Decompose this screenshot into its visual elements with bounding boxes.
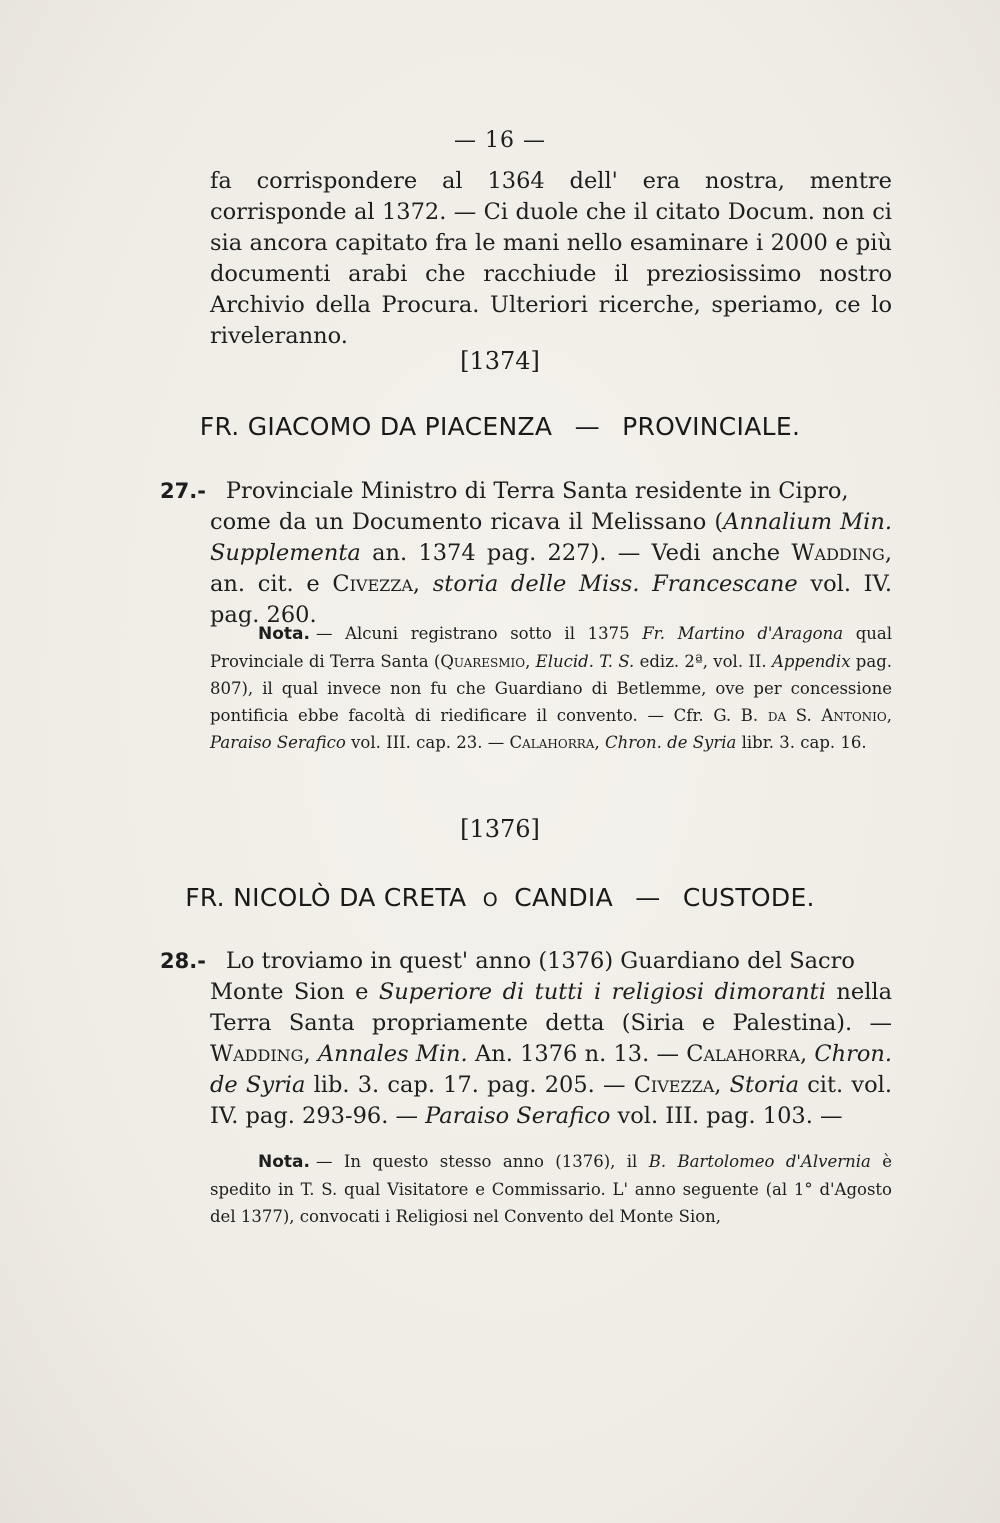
text-run: qual Provinciale di Terra Santa ( [210,624,892,671]
text-run: vol. III. cap. 23. — [345,733,510,752]
nota-label: Nota. [258,1152,310,1172]
text-run: , an. cit. e [210,540,892,597]
text-run: , [799,1041,815,1067]
text-run: Monte Sion e [210,979,379,1005]
footnote-27 [210,620,892,756]
author-name: Quaresmio [440,652,526,671]
paragraph-28 [160,946,892,1132]
year-heading-1376: [1376] [460,815,540,843]
text-run: , [886,706,892,725]
italic-citation: Fr. Martino d'Aragona [642,624,844,643]
text-run: — In questo stesso anno (1376), il [315,1152,649,1171]
italic-citation: Appendix [771,652,851,671]
text-run: è spedito in T. S. qual Visitatore e Commissario. L' anno seguente (al 1° d'Agosto del 1377), convocati i Religiosi nel Convento del Monte Sion, [210,1152,892,1226]
italic-citation: Chron. de Syria [604,733,737,752]
author-name: Civezza [332,571,413,597]
italic-citation: Elucid. T. S. [535,652,635,671]
text-run: come da un Documento ricava il Melissano ( [210,509,724,535]
italic-citation: Paraiso Serafico [210,733,346,752]
text-run: vol. III. pag. 103. — [610,1103,843,1129]
text-run: lib. 3. cap. 17. pag. 205. — [305,1072,634,1098]
text-run: libr. 3. cap. 16. [736,733,867,752]
italic-citation: Annalium Min. Supplementa [210,509,892,566]
author-name: Calahorra [509,733,595,752]
heading-name: GIACOMO DA PIACENZA [247,412,553,441]
page-number: — 16 — [454,128,546,153]
heading-dash: — [574,412,600,441]
text-run: , [714,1072,730,1098]
text-run: vol. IV. pag. 260. [210,571,893,628]
paragraph-body [160,977,892,1132]
paragraph-first-line: Provinciale Ministro di Terra Santa residente in Cipro, [225,478,849,504]
nota-label: Nota. [258,624,310,644]
year-heading-1374: [1374] [460,347,540,375]
heading-name-alt: CANDIA [514,883,614,912]
text-run: ediz. 2ª, vol. II. [634,652,772,671]
italic-citation: Chron. de Syria [210,1041,893,1098]
heading-prefix: FR. [199,412,240,441]
paragraph-body [160,507,892,631]
author-name: Wadding [210,1041,304,1067]
italic-citation: storia delle Miss. Francescane [432,571,798,597]
heading-role: PROVINCIALE. [622,412,801,441]
text-run: , [525,652,536,671]
text-run: — Alcuni registrano sotto il 1375 [315,624,643,643]
paragraph-number: 28.- [160,949,206,973]
italic-phrase: Superiore di tutti i religiosi dimoranti [378,979,826,1005]
heading-conjunction: O [482,889,498,911]
italic-name: B. Bartolomeo d'Alvernia [648,1152,871,1171]
text-run: , [303,1041,318,1067]
section-heading-nicolo [0,883,1000,912]
italic-citation: Annales Min. [317,1041,468,1067]
text-run: , [594,733,605,752]
paragraph-first-line: Lo troviamo in quest' anno (1376) Guardiano del Sacro [225,948,855,974]
paragraph-number: 27.- [160,479,206,503]
text-run: cit. vol. IV. pag. 293-96. — [210,1072,892,1129]
heading-prefix: FR. [185,883,225,912]
intro-paragraph [210,166,892,352]
footnote-28 [210,1148,892,1230]
author-name: Calahorra [686,1041,800,1067]
heading-role: CUSTODE. [682,883,815,912]
italic-citation: Storia [729,1072,799,1098]
heading-name: NICOLÒ DA CRETA [233,883,467,912]
text-run: an. 1374 pag. 227). — Vedi anche [360,540,792,566]
text-run: , [412,571,433,597]
section-heading-giacomo [0,412,1000,441]
author-name: Civezza [633,1072,715,1098]
text-run: pag. 807), il qual invece non fu che Guardiano di Betlemme, ove per concessione pontificia ebbe facoltà di riedificare il convento. — Cfr. G. B. [210,652,893,725]
italic-citation: Paraiso Serafico [425,1103,611,1129]
heading-dash: — [635,883,661,912]
author-name: da S. Antonio [767,706,887,725]
paragraph-27 [160,476,892,631]
text-run: nella Terra Santa propriamente detta (Siria e Palestina). — [210,979,893,1036]
text-run: An. 1376 n. 13. — [467,1041,687,1067]
intro-text: fa corrispondere al 1364 dell' era nostra, mentre corrisponde al 1372. — Ci duole che il citato Docum. non ci sia ancora capitato fra le mani nello esaminare i 2000 e più documenti arabi che racchiude il preziosissimo nostro Archivio della Procura. Ulteriori ricerche, speriamo, ce lo riveleranno. [210,168,892,349]
author-name: Wadding [791,540,885,566]
